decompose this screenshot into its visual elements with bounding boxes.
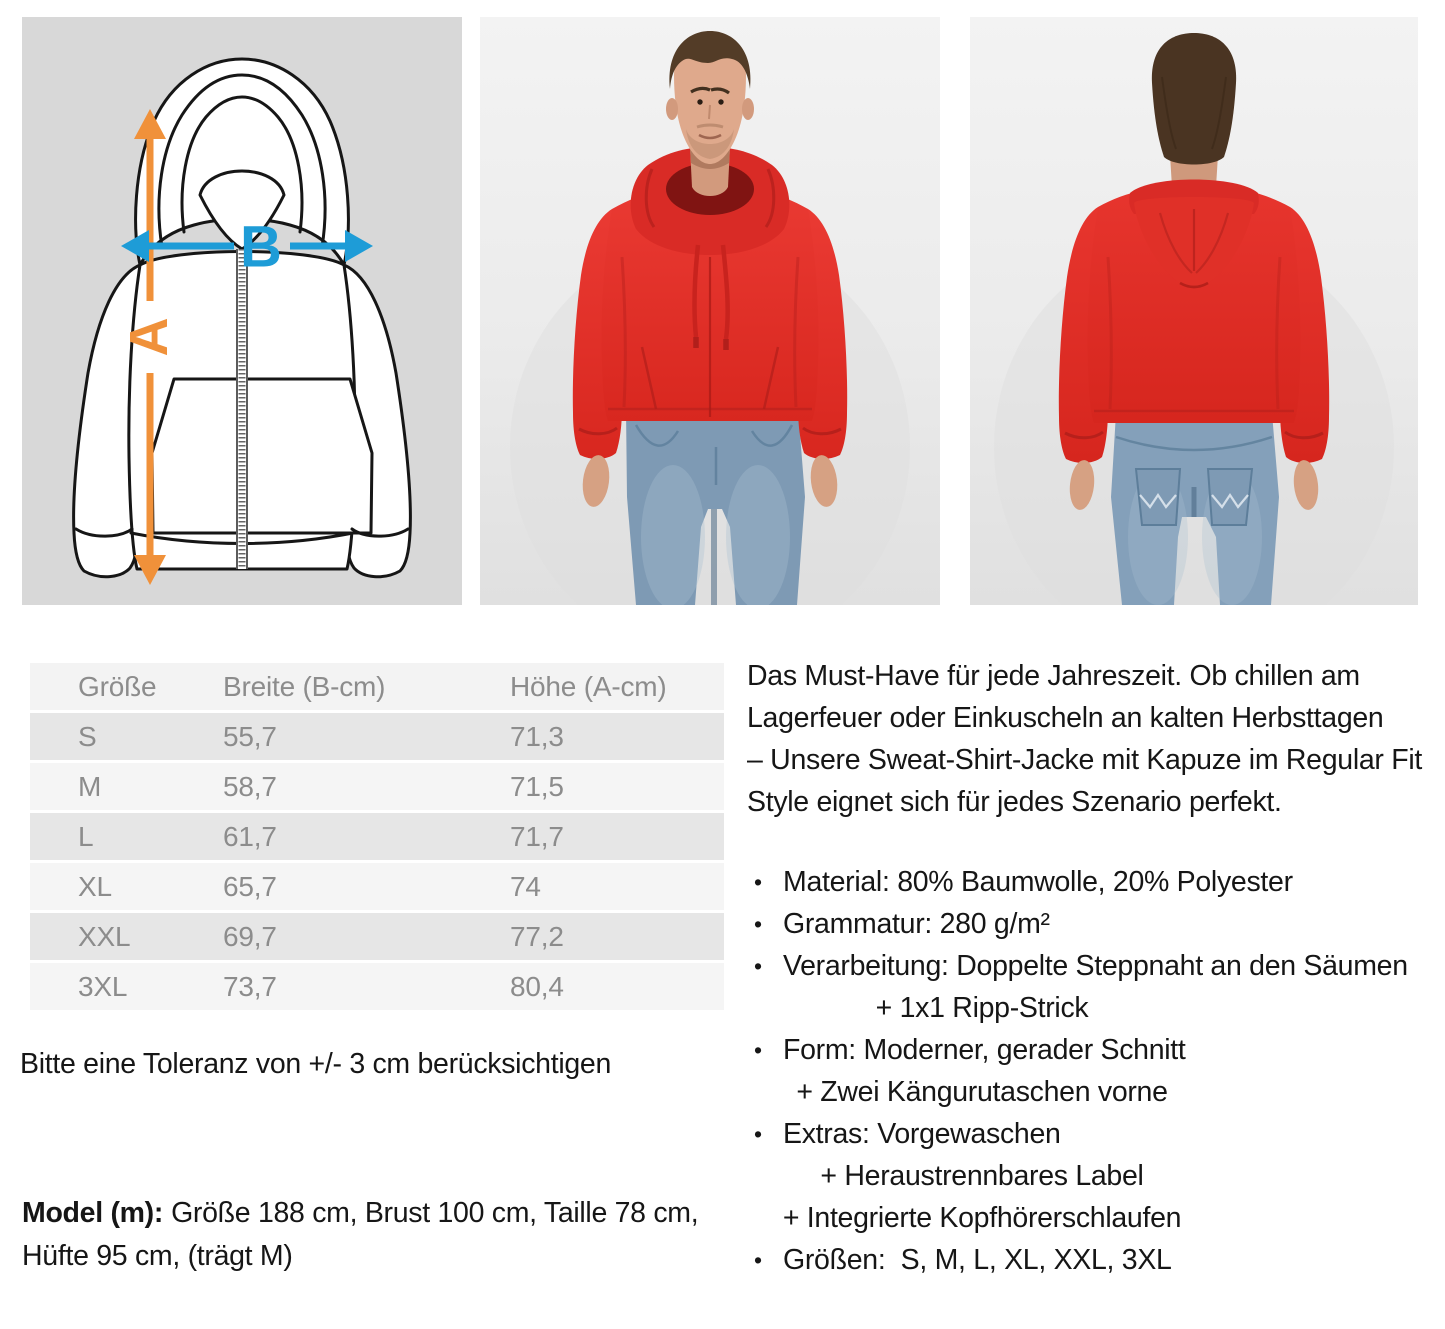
hoodie-measure-diagram	[22, 17, 462, 605]
table-row-l	[30, 813, 724, 860]
bullet-icon: •	[754, 1037, 762, 1063]
product-description	[747, 655, 1425, 1281]
photo-front	[480, 17, 940, 605]
model-back-illustration	[970, 17, 1418, 605]
height-cell: 71,5	[510, 770, 564, 802]
bullet-text: Extras: Vorgewaschen	[783, 1118, 1061, 1150]
bullet-continuation: + Heraustrennbares Label	[820, 1160, 1144, 1192]
table-row-m	[30, 763, 724, 810]
column-header-size: Größe	[78, 670, 157, 702]
bullet-text: Material: 80% Baumwolle, 20% Polyester	[783, 866, 1293, 898]
table-row-s	[30, 713, 724, 760]
bullet-icon: •	[754, 911, 762, 937]
size-table	[30, 663, 724, 1013]
table-row-xl	[30, 863, 724, 910]
photo-back	[970, 17, 1418, 605]
bullet-icon: •	[754, 869, 762, 895]
bullet-icon: •	[754, 1121, 762, 1147]
model-front-illustration	[480, 17, 940, 605]
bullet-continuation: + Integrierte Kopfhörerschlaufen	[782, 1202, 1182, 1234]
bullet-text: Grammatur: 280 g/m²	[783, 908, 1050, 940]
bullet-grammatur	[747, 903, 1425, 945]
width-cell: 69,7	[223, 920, 277, 952]
height-cell: 77,2	[510, 920, 564, 952]
description-line: – Unsere Sweat-Shirt-Jacke mit Kapuze im Regular Fit	[747, 744, 1422, 776]
height-cell: 80,4	[510, 970, 564, 1002]
width-cell: 55,7	[223, 720, 277, 752]
model-measurements: Größe 188 cm, Brust 100 cm, Taille 78 cm,	[171, 1197, 699, 1229]
bullet-icon: •	[754, 1247, 762, 1273]
bullet-verarbeitung	[747, 945, 1425, 987]
description-line: Das Must-Have für jede Jahreszeit. Ob chillen am	[747, 660, 1360, 692]
size-cell: XL	[78, 870, 112, 902]
bullet-groessen	[747, 1239, 1425, 1281]
model-label: Model (m):	[22, 1197, 164, 1229]
description-line: Lagerfeuer oder Einkuscheln an kalten Herbsttagen	[747, 702, 1384, 734]
bullet-continuation: + Zwei Kängurutaschen vorne	[796, 1076, 1168, 1108]
tolerance-note: Bitte eine Toleranz von +/- 3 cm berücksichtigen	[20, 1048, 612, 1080]
size-cell: 3XL	[78, 970, 128, 1002]
bullet-text: Verarbeitung: Doppelte Steppnaht an den Säumen	[783, 950, 1408, 982]
size-cell: L	[78, 820, 94, 852]
zipper-drawing	[237, 249, 247, 569]
width-cell: 58,7	[223, 770, 277, 802]
description-line: Style eignet sich für jedes Szenario perfekt.	[747, 786, 1282, 818]
spacer	[747, 823, 1425, 861]
model-info-line2: Hüfte 95 cm, (trägt M)	[22, 1240, 293, 1272]
bullet-continuation: + 1x1 Ripp-Strick	[875, 992, 1089, 1024]
bullet-extras	[747, 1113, 1425, 1155]
size-table-header	[30, 663, 724, 710]
table-row-3xl	[30, 963, 724, 1010]
label-b: B	[240, 214, 282, 280]
table-row-xxl	[30, 913, 724, 960]
bullet-icon: •	[754, 953, 762, 979]
bullet-material	[747, 861, 1425, 903]
column-header-width: Breite (B-cm)	[223, 670, 386, 702]
size-cell: M	[78, 770, 102, 802]
label-a: A	[119, 317, 179, 357]
width-cell: 61,7	[223, 820, 277, 852]
height-cell: 71,3	[510, 720, 564, 752]
bullet-text: Form: Moderner, gerader Schnitt	[783, 1034, 1186, 1066]
bullet-text: Größen: S, M, L, XL, XXL, 3XL	[783, 1244, 1172, 1276]
bullet-form	[747, 1029, 1425, 1071]
model-info-line1	[22, 1192, 698, 1235]
height-cell: 74	[510, 870, 541, 902]
width-cell: 73,7	[223, 970, 277, 1002]
width-cell: 65,7	[223, 870, 277, 902]
model-info	[22, 1192, 698, 1278]
size-cell: XXL	[78, 920, 131, 952]
column-header-height: Höhe (A-cm)	[510, 670, 667, 702]
size-cell: S	[78, 720, 97, 752]
height-cell: 71,7	[510, 820, 564, 852]
jeans-front	[626, 409, 805, 605]
size-diagram	[22, 17, 462, 605]
